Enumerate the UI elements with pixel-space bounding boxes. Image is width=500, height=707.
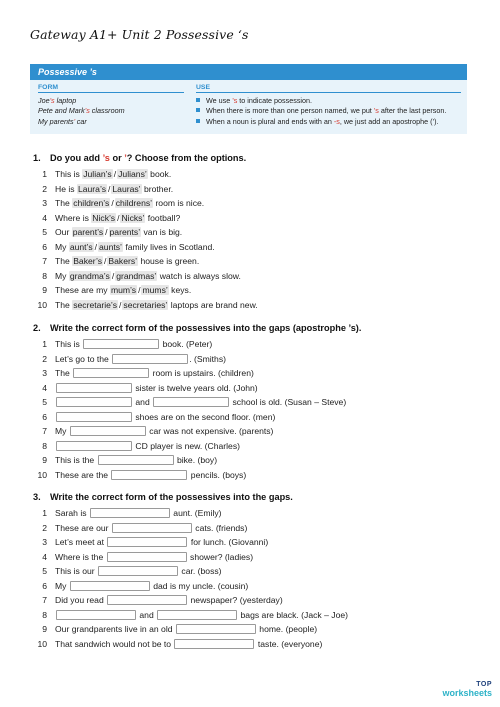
option-separator: /	[113, 169, 117, 179]
item-suffix: family lives in Scotland.	[122, 241, 215, 252]
answer-gap[interactable]	[70, 581, 150, 591]
answer-gap[interactable]	[56, 412, 132, 422]
s2-item	[33, 337, 473, 352]
exercise-1-item	[33, 211, 473, 226]
exercise-3	[33, 490, 473, 651]
answer-gap[interactable]	[153, 397, 229, 407]
item-prefix: My	[55, 426, 69, 436]
item-prefix: These are my	[55, 285, 110, 295]
s2-item	[33, 468, 473, 483]
use-rule: When a noun is plural and ends with an -s, we just add an apostrophe (’).	[196, 117, 461, 127]
item-number: 8	[42, 609, 47, 620]
s3-item	[33, 637, 473, 652]
item-prefix: Where is	[55, 212, 92, 223]
item-text	[55, 381, 258, 396]
s3-item	[33, 506, 473, 521]
item-text	[55, 366, 254, 381]
option-a[interactable]: secretarie’s	[73, 299, 117, 310]
item-suffix: keys.	[168, 285, 192, 295]
item-prefix: This is	[55, 169, 83, 179]
item-suffix: van is big.	[141, 227, 183, 237]
item-prefix: The	[55, 299, 73, 310]
s3-item	[33, 622, 473, 637]
answer-gap[interactable]	[107, 595, 187, 605]
item-prefix: Let’s meet at	[55, 537, 107, 547]
exercise-1	[33, 151, 473, 312]
answer-gap[interactable]	[112, 354, 188, 364]
answer-gap[interactable]	[111, 470, 187, 480]
item-number: 6	[42, 580, 47, 591]
option-separator: /	[111, 270, 115, 281]
form-header: FORM	[38, 84, 184, 93]
item-text	[55, 564, 222, 579]
option-a[interactable]: Nick’s	[92, 212, 116, 223]
use-rule: We use ’s to indicate possession.	[196, 96, 461, 106]
item-text	[55, 352, 226, 367]
s2-item	[33, 366, 473, 381]
exercise-3-heading: 3. Write the correct form of the possessives into the gaps.	[33, 492, 293, 502]
answer-gap[interactable]	[90, 508, 170, 518]
item-number: 8	[42, 440, 47, 451]
exercise-1-heading: 1. Do you add ’s or ’? Choose from the options.	[33, 153, 247, 163]
form-example: Pete and Mark’s classroom	[38, 106, 125, 116]
use-column	[196, 84, 461, 127]
answer-gap[interactable]	[98, 455, 174, 465]
item-text	[55, 182, 173, 197]
item-prefix: Where is the	[55, 551, 106, 562]
item-text	[55, 196, 204, 211]
item-text	[55, 240, 215, 255]
option-a[interactable]: children’s	[73, 198, 110, 208]
item-text	[55, 254, 199, 269]
exercise-1-item	[33, 182, 473, 197]
item-text	[55, 535, 268, 550]
s2-item	[33, 381, 473, 396]
option-a[interactable]: aunt’s	[69, 241, 93, 252]
form-example: My parents’ car	[38, 116, 87, 126]
item-suffix: car was not expensive. (parents)	[146, 426, 274, 436]
answer-gap[interactable]	[56, 610, 136, 620]
option-a[interactable]: Laura’s	[77, 183, 106, 194]
item-text	[55, 506, 222, 521]
answer-gap[interactable]	[98, 566, 178, 576]
item-middle: and	[137, 609, 157, 620]
option-separator: /	[105, 227, 108, 237]
item-number: 6	[42, 241, 47, 252]
item-suffix: shower? (ladies)	[187, 551, 254, 562]
item-prefix: These are the	[55, 469, 111, 480]
item-number: 3	[42, 198, 47, 208]
item-text	[55, 579, 248, 594]
item-number: 10	[37, 299, 47, 310]
exercise-1-item	[33, 167, 473, 182]
item-number: 7	[42, 426, 47, 436]
option-a[interactable]: parent’s	[72, 227, 104, 237]
item-suffix: for lunch. (Giovanni)	[188, 537, 269, 547]
item-text	[55, 211, 180, 226]
option-separator: /	[111, 198, 114, 208]
option-b[interactable]: mums’	[142, 285, 168, 295]
item-number: 4	[42, 382, 47, 393]
answer-gap[interactable]	[107, 552, 187, 562]
option-b[interactable]: parents’	[109, 227, 141, 237]
item-text	[55, 167, 171, 182]
item-number: 8	[42, 270, 47, 281]
item-number: 7	[42, 256, 47, 266]
s3-item	[33, 564, 473, 579]
s3-item	[33, 579, 473, 594]
exercise-2	[33, 321, 473, 482]
form-column	[38, 84, 184, 127]
option-a[interactable]: grandma’s	[69, 270, 110, 281]
s3-item	[33, 521, 473, 536]
item-text	[55, 337, 212, 352]
answer-gap[interactable]	[112, 523, 192, 533]
item-number: 5	[42, 397, 47, 407]
s2-item	[33, 410, 473, 425]
option-a[interactable]: mum’s	[110, 285, 137, 295]
item-suffix: shoes are on the second floor. (men)	[133, 411, 276, 422]
item-number: 9	[42, 285, 47, 295]
item-number: 9	[42, 455, 47, 465]
option-b[interactable]: childrens’	[115, 198, 153, 208]
item-suffix: dad is my uncle. (cousin)	[150, 580, 249, 591]
exercise-1-item	[33, 240, 473, 255]
item-suffix: laptops are brand new.	[168, 299, 258, 310]
s2-item	[33, 424, 473, 439]
item-prefix: My	[55, 241, 69, 252]
option-b[interactable]: Lauras’	[112, 183, 141, 194]
grammar-heading: Possessive ’s	[30, 64, 467, 80]
exercise-1-item	[33, 225, 473, 240]
item-number: 1	[42, 508, 47, 518]
item-suffix: cats. (friends)	[192, 522, 248, 533]
item-number: 5	[42, 566, 47, 576]
answer-gap[interactable]	[157, 610, 237, 620]
item-number: 3	[42, 537, 47, 547]
answer-gap[interactable]	[107, 537, 187, 547]
item-text	[55, 298, 258, 313]
item-text	[55, 550, 253, 565]
s2-item	[33, 453, 473, 468]
form-example: Joe’s laptop	[38, 96, 77, 105]
item-number: 6	[42, 411, 47, 422]
item-number: 2	[42, 183, 47, 194]
option-b[interactable]: secretaries’	[123, 299, 168, 310]
answer-gap[interactable]	[56, 441, 132, 451]
item-text	[55, 622, 317, 637]
item-text	[55, 410, 275, 425]
item-prefix: Our	[55, 227, 72, 237]
item-suffix: newspaper? (yesterday)	[188, 595, 283, 605]
s2-item	[33, 352, 473, 367]
item-prefix: The	[55, 198, 73, 208]
item-suffix: . (Smiths)	[189, 353, 226, 364]
item-number: 9	[42, 624, 47, 634]
answer-gap[interactable]	[174, 639, 254, 649]
item-prefix: My	[55, 580, 69, 591]
item-suffix: pencils. (boys)	[188, 469, 247, 480]
s3-item	[33, 593, 473, 608]
bullet-icon	[196, 98, 200, 102]
item-number: 1	[42, 339, 47, 349]
item-text	[55, 283, 191, 298]
option-a[interactable]: Julian’s	[83, 169, 112, 179]
s3-item	[33, 535, 473, 550]
item-suffix: home. (people)	[256, 624, 318, 634]
exercise-1-item	[33, 269, 473, 284]
bullet-icon	[196, 119, 200, 123]
item-number: 10	[37, 469, 47, 480]
item-prefix: Let’s go to the	[55, 353, 112, 364]
option-b[interactable]: Bakers’	[108, 256, 138, 266]
item-suffix: room is upstairs. (children)	[150, 368, 254, 378]
exercise-1-item	[33, 196, 473, 211]
option-b[interactable]: grandmas’	[116, 270, 157, 281]
grammar-box	[30, 64, 467, 134]
item-prefix: This is	[55, 339, 83, 349]
item-prefix: This is our	[55, 566, 98, 576]
item-prefix: The	[55, 368, 73, 378]
exercise-1-item	[33, 298, 473, 313]
option-a[interactable]: Baker’s	[73, 256, 103, 266]
item-suffix: room is nice.	[153, 198, 205, 208]
bullet-icon	[196, 108, 200, 112]
item-suffix: book.	[147, 169, 172, 179]
item-prefix: He is	[55, 183, 77, 194]
item-suffix: house is green.	[138, 256, 200, 266]
item-number: 4	[42, 551, 47, 562]
item-suffix: bags are black. (Jack – Joe)	[238, 609, 348, 620]
item-suffix: CD player is new. (Charles)	[133, 440, 240, 451]
item-suffix: school is old. (Susan – Steve)	[230, 397, 347, 407]
item-prefix: The	[55, 256, 73, 266]
item-prefix: This is the	[55, 455, 97, 465]
option-b[interactable]: aunts’	[99, 241, 122, 252]
answer-gap[interactable]	[56, 397, 132, 407]
item-number: 3	[42, 368, 47, 378]
s2-item	[33, 439, 473, 454]
s3-item	[33, 550, 473, 565]
s3-item	[33, 608, 473, 623]
item-text	[55, 521, 247, 536]
answer-gap[interactable]	[176, 624, 256, 634]
item-prefix: Our grandparents live in an old	[55, 624, 175, 634]
option-separator: /	[104, 256, 107, 266]
item-suffix: car. (boss)	[179, 566, 222, 576]
topworksheets-logo: TOP worksheets	[442, 681, 492, 698]
item-prefix: These are our	[55, 522, 111, 533]
page-title: Gateway A1+ Unit 2 Possessive ‘s	[30, 27, 249, 42]
item-prefix: Sarah is	[55, 508, 89, 518]
item-text	[55, 453, 217, 468]
item-text	[55, 424, 273, 439]
answer-gap[interactable]	[70, 426, 146, 436]
item-text	[55, 269, 241, 284]
item-suffix: book. (Peter)	[160, 339, 213, 349]
item-number: 7	[42, 595, 47, 605]
item-text	[55, 439, 240, 454]
item-number: 10	[37, 638, 47, 649]
item-suffix: bike. (boy)	[174, 455, 218, 465]
exercise-1-item	[33, 283, 473, 298]
item-number: 2	[42, 522, 47, 533]
item-text	[55, 593, 283, 608]
answer-gap[interactable]	[73, 368, 149, 378]
item-suffix: brother.	[141, 183, 174, 194]
item-suffix: watch is always slow.	[157, 270, 241, 281]
item-text	[55, 608, 348, 623]
exercise-2-heading: 2. Write the correct form of the possessives into the gaps (apostrophe ’s).	[33, 323, 362, 333]
item-number: 4	[42, 212, 47, 223]
item-number: 1	[42, 169, 47, 179]
answer-gap[interactable]	[83, 339, 159, 349]
item-suffix: taste. (everyone)	[255, 638, 323, 649]
option-separator: /	[119, 299, 122, 310]
use-rule: When there is more than one person named, we put ’s after the last person.	[196, 106, 461, 116]
option-b[interactable]: Nicks’	[121, 212, 145, 223]
item-middle: and	[133, 397, 153, 407]
exercise-1-item	[33, 254, 473, 269]
option-separator: /	[94, 241, 98, 252]
option-separator: /	[108, 183, 111, 194]
item-prefix: My	[55, 270, 69, 281]
item-number: 2	[42, 353, 47, 364]
option-separator: /	[138, 285, 141, 295]
item-prefix: That sandwich would not be to	[55, 638, 174, 649]
item-suffix: football?	[145, 212, 181, 223]
item-number: 5	[42, 227, 47, 237]
item-suffix: aunt. (Emily)	[170, 508, 222, 518]
item-text	[55, 637, 322, 652]
item-text	[55, 225, 182, 240]
item-suffix: sister is twelve years old. (John)	[133, 382, 258, 393]
answer-gap[interactable]	[56, 383, 132, 393]
use-header: USE	[196, 84, 461, 93]
item-text	[55, 395, 346, 410]
s2-item	[33, 395, 473, 410]
option-separator: /	[117, 212, 120, 223]
item-text	[55, 468, 246, 483]
option-b[interactable]: Julians’	[118, 169, 147, 179]
item-prefix: Did you read	[55, 595, 107, 605]
